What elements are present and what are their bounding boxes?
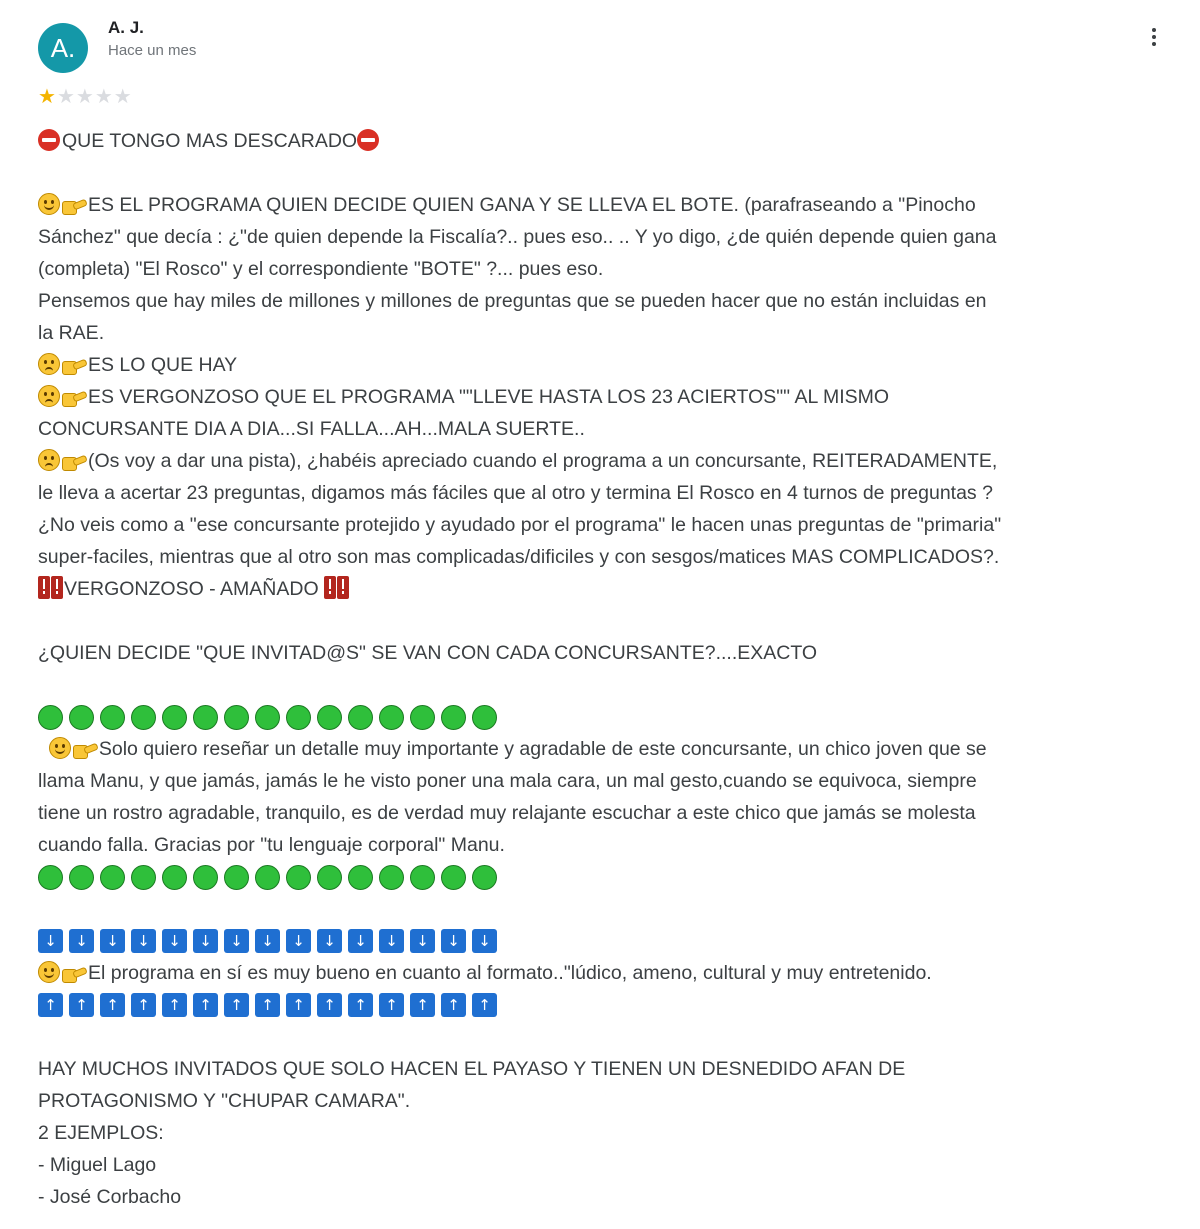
double-exclamation-icon (51, 576, 63, 599)
up-arrow-icon: ↑ (224, 993, 249, 1017)
down-arrow-icon: ↓ (379, 929, 404, 953)
review-line: Pensemos que hay miles de millones y millones de preguntas que se pueden hacer que no están incluidas en (38, 290, 987, 312)
review-line: - José Corbacho (38, 1186, 182, 1208)
up-arrow-icon: ↑ (162, 993, 187, 1017)
up-arrow-icon: ↑ (472, 993, 497, 1017)
avatar[interactable]: A. (38, 23, 88, 73)
down-arrow-icon: ↓ (348, 929, 373, 953)
review-line: Sánchez" que decía : ¿"de quien depende la Fiscalía?.. pues eso.. .. Y yo digo, ¿de quién depende quien gana (38, 226, 997, 248)
review-line: QUE TONGO MAS DESCARADO (38, 125, 1168, 157)
down-arrow-icon: ↓ (441, 929, 466, 953)
review-line: VERGONZOSO - AMAÑADO (38, 573, 1168, 605)
green-circle-row (38, 861, 1168, 893)
pointing-hand-icon (73, 737, 97, 759)
review-time: Hace un mes (108, 42, 197, 59)
review-line: llama Manu, y que jamás, jamás le he visto poner una mala cara, un mal gesto,cuando se equivoca, siempre (38, 770, 977, 792)
no-entry-icon (357, 129, 379, 151)
green-circle-icon (348, 705, 373, 730)
up-arrow-icon: ↑ (286, 993, 311, 1017)
review-line: - Miguel Lago (38, 1154, 157, 1176)
green-circle-icon (410, 705, 435, 730)
green-circle-icon (348, 865, 373, 890)
up-arrow-row (38, 989, 1168, 1021)
green-circle-icon (410, 865, 435, 890)
green-circle-icon (69, 865, 94, 890)
down-arrow-row (38, 925, 1168, 957)
green-circle-icon (100, 705, 125, 730)
green-circle-icon (224, 865, 249, 890)
up-arrow-icon: ↑ (441, 993, 466, 1017)
slightly-smiling-face-icon (38, 193, 60, 215)
green-circle-icon (162, 705, 187, 730)
pointing-hand-icon (62, 385, 86, 407)
pointing-hand-icon (62, 449, 86, 471)
down-arrow-icon: ↓ (162, 929, 187, 953)
down-arrow-icon: ↓ (193, 929, 218, 953)
down-arrow-icon: ↓ (38, 929, 63, 953)
up-arrow-icon: ↑ (69, 993, 94, 1017)
slightly-smiling-face-icon (49, 737, 71, 759)
review-line: ¿QUIEN DECIDE "QUE INVITAD@S" SE VAN CON CADA CONCURSANTE?....EXACTO (38, 642, 818, 664)
up-arrow-icon: ↑ (193, 993, 218, 1017)
review-line: ES LO QUE HAY (38, 349, 1168, 381)
up-arrow-icon: ↑ (348, 993, 373, 1017)
down-arrow-icon: ↓ (472, 929, 497, 953)
pointing-hand-icon (62, 961, 86, 983)
double-exclamation-icon (324, 576, 336, 599)
green-circle-icon (441, 705, 466, 730)
frowning-face-icon (38, 449, 60, 471)
green-circle-icon (162, 865, 187, 890)
slightly-smiling-face-icon (38, 961, 60, 983)
frowning-face-icon (38, 385, 60, 407)
green-circle-icon (286, 705, 311, 730)
green-circle-icon (317, 865, 342, 890)
review-line: PROTAGONISMO Y "CHUPAR CAMARA". (38, 1090, 411, 1112)
down-arrow-icon: ↓ (131, 929, 156, 953)
up-arrow-icon: ↑ (255, 993, 280, 1017)
up-arrow-icon: ↑ (410, 993, 435, 1017)
star-icon: ★ (75, 86, 94, 108)
green-circle-icon (38, 705, 63, 730)
review-line: la RAE. (38, 322, 105, 344)
down-arrow-icon: ↓ (317, 929, 342, 953)
green-circle-icon (317, 705, 342, 730)
double-exclamation-icon (337, 576, 349, 599)
green-circle-row (38, 701, 1168, 733)
green-circle-icon (255, 865, 280, 890)
review-line: tiene un rostro agradable, tranquilo, es de verdad muy relajante escuchar a este chico que jamás se molesta (38, 802, 976, 824)
green-circle-icon (441, 865, 466, 890)
review-line: Solo quiero reseñar un detalle muy importante y agradable de este concursante, un chico joven que se (38, 733, 1168, 765)
green-circle-icon (255, 705, 280, 730)
up-arrow-icon: ↑ (131, 993, 156, 1017)
star-rating (38, 85, 132, 109)
up-arrow-icon: ↑ (38, 993, 63, 1017)
author-name[interactable]: A. J. (108, 18, 144, 37)
green-circle-icon (379, 705, 404, 730)
down-arrow-icon: ↓ (286, 929, 311, 953)
review-line: le lleva a acertar 23 preguntas, digamos más fáciles que al otro y termina El Rosco en 4 turnos de preguntas ? (38, 482, 993, 504)
down-arrow-icon: ↓ (100, 929, 125, 953)
down-arrow-icon: ↓ (224, 929, 249, 953)
down-arrow-icon: ↓ (69, 929, 94, 953)
review-line: cuando falla. Gracias por "tu lenguaje corporal" Manu. (38, 834, 505, 856)
star-icon: ★ (56, 86, 75, 108)
pointing-hand-icon (62, 353, 86, 375)
review-line: (completa) "El Rosco" y el correspondiente "BOTE" ?... pues eso. (38, 258, 604, 280)
up-arrow-icon: ↑ (317, 993, 342, 1017)
frowning-face-icon (38, 353, 60, 375)
review-line: HAY MUCHOS INVITADOS QUE SOLO HACEN EL PAYASO Y TIENEN UN DESNEDIDO AFAN DE (38, 1058, 906, 1080)
review-text (38, 125, 1168, 1213)
up-arrow-icon: ↑ (379, 993, 404, 1017)
green-circle-icon (224, 705, 249, 730)
review-line: 2 EJEMPLOS: (38, 1122, 164, 1144)
green-circle-icon (69, 705, 94, 730)
green-circle-icon (131, 705, 156, 730)
double-exclamation-icon (38, 576, 50, 599)
star-icon: ★ (38, 86, 56, 108)
star-icon: ★ (94, 86, 113, 108)
down-arrow-icon: ↓ (410, 929, 435, 953)
green-circle-icon (193, 865, 218, 890)
down-arrow-icon: ↓ (255, 929, 280, 953)
green-circle-icon (100, 865, 125, 890)
green-circle-icon (193, 705, 218, 730)
green-circle-icon (38, 865, 63, 890)
review-header (38, 18, 1162, 78)
no-entry-icon (38, 129, 60, 151)
star-icon: ★ (113, 86, 132, 108)
green-circle-icon (131, 865, 156, 890)
review-line: ES EL PROGRAMA QUIEN DECIDE QUIEN GANA Y SE LLEVA EL BOTE. (parafraseando a "Pinocho (38, 189, 1168, 221)
green-circle-icon (472, 865, 497, 890)
up-arrow-icon: ↑ (100, 993, 125, 1017)
more-vert-icon[interactable] (1146, 22, 1162, 52)
green-circle-icon (286, 865, 311, 890)
review-line: ES VERGONZOSO QUE EL PROGRAMA ""LLEVE HASTA LOS 23 ACIERTOS"" AL MISMO (38, 381, 1168, 413)
review-line: CONCURSANTE DIA A DIA...SI FALLA...AH...MALA SUERTE.. (38, 418, 585, 440)
review-line: ¿No veis como a "ese concursante protejido y ayudado por el programa" le hacen unas preguntas de "primaria" (38, 514, 1002, 536)
pointing-hand-icon (62, 193, 86, 215)
green-circle-icon (379, 865, 404, 890)
review-line: (Os voy a dar una pista), ¿habéis apreciado cuando el programa a un concursante, REITERADAMENTE, (38, 445, 1168, 477)
review-line: super-faciles, mientras que al otro son mas complicadas/dificiles y con sesgos/matices MAS COMPLICADOS?. (38, 546, 1000, 568)
review-line: El programa en sí es muy bueno en cuanto al formato.."lúdico, ameno, cultural y muy entretenido. (38, 957, 1168, 989)
green-circle-icon (472, 705, 497, 730)
